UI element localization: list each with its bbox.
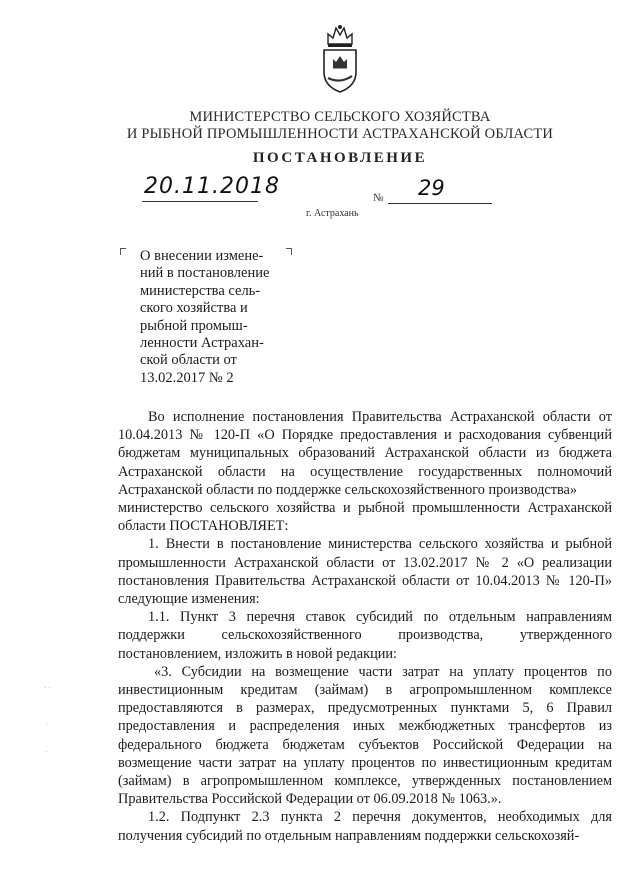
coat-of-arms-emblem bbox=[318, 22, 362, 94]
clause-1-2-paragraph: 1.2. Подпункт 2.3 пункта 2 перечня документов, необходимых для получения субсидий по отдельным направлениям поддержки сельскохозяй- bbox=[118, 809, 612, 844]
document-type-title: ПОСТАНОВЛЕНИЕ bbox=[252, 150, 428, 166]
quoted-clause-3-paragraph: «3. Субсидии на возмещение части затрат на уплату процентов по инвестиционным кредитам (займам) в агропромышленном комплексе предоставляются в размерах, предусмотренных пунктами 5, 6 Правил предоставления и распределения иных межбюджетных трансфертов из федерального бюджета бюджетам субъектов Российской Федерации на возмещение части затрат на уплату процентов по инвестиционным кредитам (займам) в агропромышленном комплексе, утвержденных постановлением Правительства Российской Федерации от 06.09.2018 № 1063.». bbox=[118, 663, 612, 808]
document-body bbox=[118, 408, 612, 845]
subject-line: рыбной промыш- bbox=[140, 317, 248, 334]
ministry-name-line2: И РЫБНОЙ ПРОМЫШЛЕННОСТИ АСТРАХАНСКОЙ ОБЛАСТИ bbox=[126, 126, 554, 142]
subject-line: ний в постановление bbox=[140, 265, 270, 282]
clause-1-1-paragraph: 1.1. Пункт 3 перечня ставок субсидий по отдельным направлениям поддержки сельскохозяйственного производства, утвержденного постановлением, изложить в новой редакции: bbox=[118, 609, 612, 662]
number-underline bbox=[388, 203, 492, 204]
subject-bracket-right bbox=[286, 248, 292, 255]
ministry-name-line1: МИНИСТЕРСТВО СЕЛЬСКОГО ХОЗЯЙСТВА bbox=[189, 109, 491, 125]
ministry-name bbox=[120, 109, 560, 143]
subject-bracket-left bbox=[120, 248, 126, 255]
clause-1-paragraph: 1. Внести в постановление министерства сельского хозяйства и рыбной промышленности Астраханской области от 13.02.2017 № 2 «О реализации постановления Правительства Астраханской области от 10.04.2013 № 120-П» следующие изменения: bbox=[118, 536, 612, 608]
preamble-paragraph: Во исполнение постановления Правительства Астраханской области от 10.04.2013 № 120-П «О Порядке предоставления и расходования субвенций бюджетам муниципальных образований Астраханской области из бюджета Астраханской области на осуществление государственных полномочий Астраханской области по поддержке сельскохозяйственного производства» bbox=[118, 409, 612, 498]
handwritten-number: 29 bbox=[418, 176, 445, 200]
subject-line: ского хозяйства и bbox=[140, 300, 248, 317]
subject-line: ской области от bbox=[140, 352, 237, 369]
handwritten-date: 20.11.2018 bbox=[144, 174, 280, 199]
document-subject bbox=[140, 248, 272, 387]
scan-mark: · · bbox=[44, 684, 51, 692]
scan-mark: · bbox=[45, 748, 48, 756]
subject-line: министерства сель- bbox=[140, 282, 261, 299]
number-label: № bbox=[373, 192, 384, 204]
scan-mark: · bbox=[46, 720, 49, 728]
subject-line: ленности Астрахан- bbox=[140, 335, 264, 352]
date-underline bbox=[142, 201, 258, 202]
subject-line: О внесении измене- bbox=[140, 248, 264, 264]
city-label: г. Астрахань bbox=[306, 208, 359, 219]
resolution-paragraph: министерство сельского хозяйства и рыбной промышленности Астраханской области ПОСТАНОВЛЯЕТ: bbox=[118, 500, 612, 535]
subject-line: 13.02.2017 № 2 bbox=[140, 369, 234, 386]
